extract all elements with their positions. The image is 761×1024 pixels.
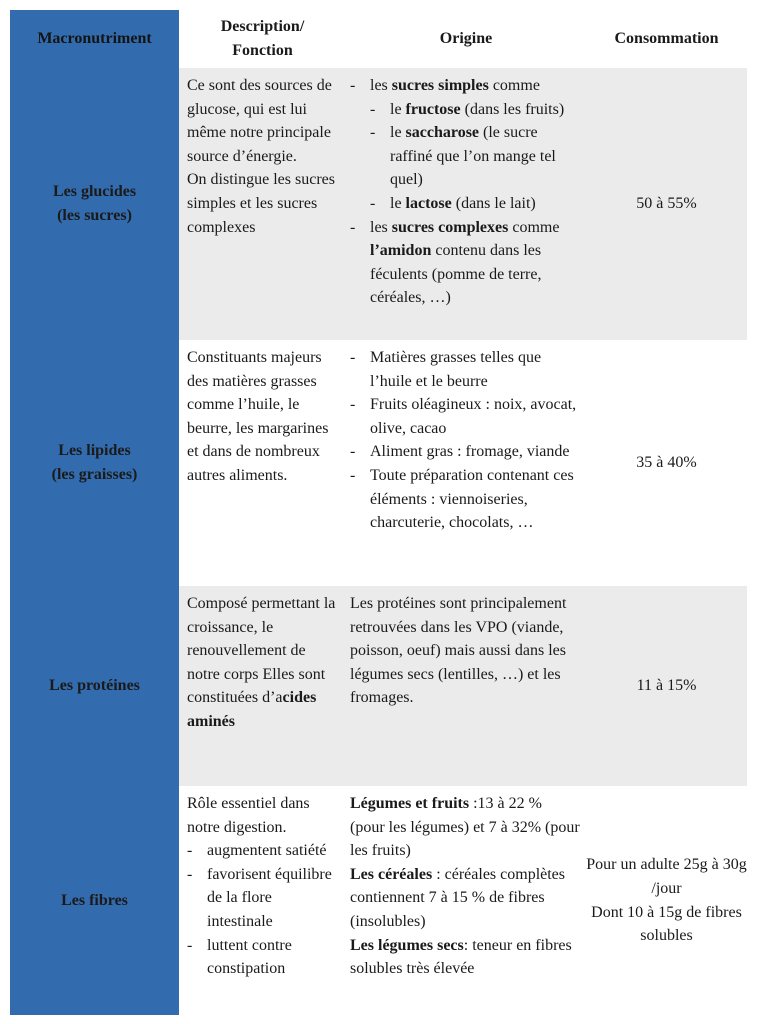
list-item: - le fructose (dans les fruits) (370, 98, 580, 122)
row-label-fibres: Les fibres (10, 786, 179, 1015)
description-cell: Ce sont des sources de glucose, qui est lui même notre principale source d’énergie. On distingue les sucres simples et les sucres complexes (179, 68, 346, 340)
list-item: - luttent contre constipation (187, 934, 340, 981)
description-cell: Constituants majeurs des matières grasses comme l’huile, le beurre, les margarines et dans de nombreux autres aliments. (187, 349, 329, 484)
description-cell: Rôle essentiel dans notre digestion. - augmentent satiété - favorisent équilibre de la flore intestinale - luttent contre constipation (179, 786, 346, 1015)
header-origine: Origine (439, 30, 493, 48)
row-label-lipides: Les lipides (les graisses) (10, 340, 179, 586)
row-label-glucides: Les glucides (les sucres) (10, 68, 179, 340)
description-list (187, 839, 340, 981)
list-item: - augmentent satiété (187, 839, 340, 863)
header-consommation: Consommation (614, 30, 719, 48)
table-row (10, 786, 747, 1015)
description-cell: Composé permettant la croissance, le renouvellement de notre corps Elles sont constituées d’acides aminés (179, 586, 346, 786)
list-item: - le saccharose (le sucre raffiné que l’on mange tel quel) (370, 121, 580, 192)
origine-cell (346, 340, 586, 586)
consommation-cell: 11 à 15% (586, 586, 747, 786)
origine-list (350, 346, 580, 535)
table-row (10, 586, 747, 786)
list-item: - Matières grasses telles que l’huile et le beurre (350, 346, 580, 393)
consommation-cell: 35 à 40% (636, 454, 697, 472)
table-row (10, 340, 747, 586)
origine-cell: Légumes et fruits :13 à 22 % (pour les légumes) et 7 à 32% (pour les fruits) Les céréales : céréales complètes contiennent 7 à 15 % de fibres (insolubles) Les légumes secs: teneur en fibres solubles très élevée (350, 795, 580, 978)
list-item: - les sucres simples comme - le fructose (dans les fruits) - le saccharose (le sucre raffiné que l’on mange tel quel) - le lactose (dans le lait) (350, 74, 580, 216)
header-macronutriment: Macronutriment (10, 10, 179, 68)
list-item: - Fruits oléagineux : noix, avocat, olive, cacao (350, 393, 580, 440)
header-row (10, 10, 747, 68)
list-item: - Toute préparation contenant ces éléments : viennoiseries, charcuterie, chocolats, … (350, 464, 580, 535)
origine-list (350, 74, 580, 310)
consommation-cell: 50 à 55% (586, 68, 747, 340)
origine-cell (346, 68, 586, 340)
list-item: - les sucres complexes comme l’amidon contenu dans les féculents (pomme de terre, céréales, …) (350, 216, 580, 310)
table-row (10, 68, 747, 340)
list-item: - favorisent équilibre de la flore intestinale (187, 863, 340, 934)
list-item: - le lactose (dans le lait) (370, 192, 580, 216)
header-description: Description/ Fonction (220, 18, 305, 59)
macronutrient-table (10, 10, 747, 1015)
origine-cell: Les protéines sont principalement retrouvées dans les VPO (viande, poisson, oeuf) mais aussi dans les légumes secs (lentilles, …) et les fromages. (346, 586, 586, 786)
row-label-proteines: Les protéines (10, 586, 179, 786)
consommation-cell: Pour un adulte 25g à 30g /jour Dont 10 à 15g de fibres solubles (586, 856, 747, 945)
sub-list (370, 98, 580, 216)
list-item: - Aliment gras : fromage, viande (350, 440, 580, 464)
